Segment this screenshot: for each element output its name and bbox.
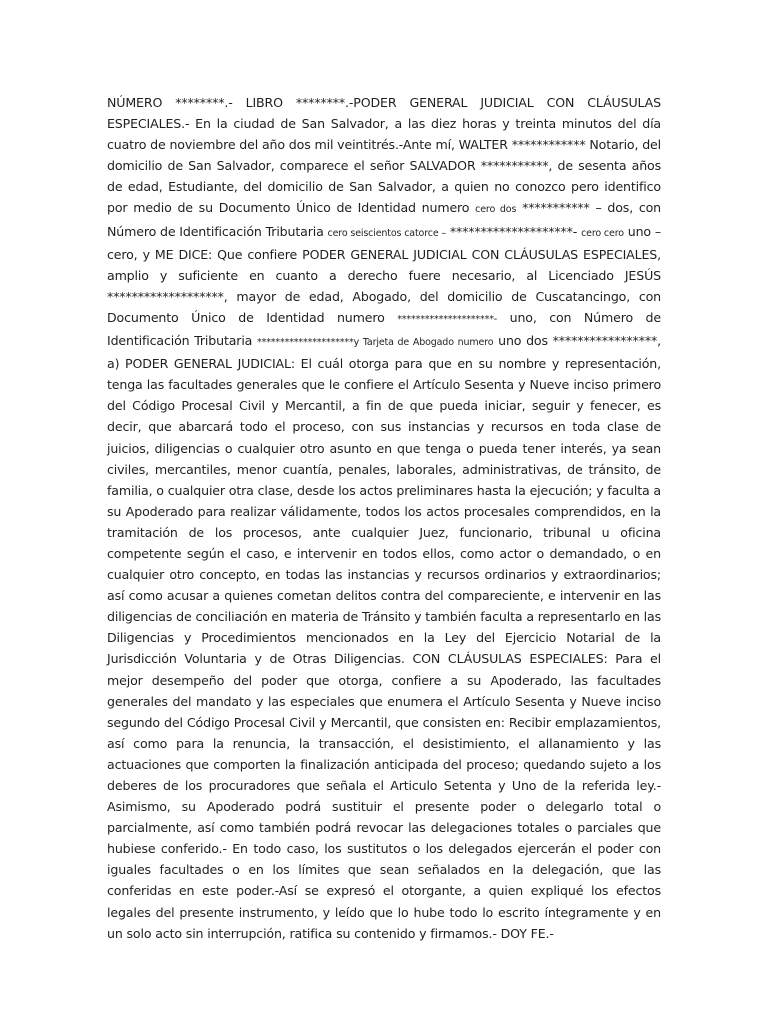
text-segment: ********************- <box>446 223 582 239</box>
text-segment: uno – cero, y ME DICE: Que confiere PODER GENERAL JUDICIAL CON CLÁUSULAS ESPECIALES, amplio y suficiente en cuanto a derecho fuere necesario, al Licenciado JESÚS *******************, mayor de edad, Abogado, del domicilio de Cuscatancingo, con Documento Único de Identidad numero <box>107 223 661 325</box>
text-segment: NÚMERO ********.- LIBRO ********.-PODER GENERAL JUDICIAL CON CLÁUSULAS ESPECIALES.- En la ciudad de San Salvador, a las diez horas y treinta minutos del día cuatro de noviembre del año dos mil veintitrés.-Ante mí, WALTER ************ Notario, del domicilio de San Salvador, comparece el señor SALVADOR ***********, de sesenta años de edad, Estudiante, del domicilio de San Salvador, a quien no conozco pero identifico por medio de su Documento Único de Identidad numero <box>107 95 661 216</box>
text-segment-small: cero cero <box>581 227 624 239</box>
text-segment: uno, con Número de Identificación Tributaria <box>107 309 661 349</box>
text-segment: *********** – dos, con Número de Identificación Tributaria <box>107 200 661 239</box>
text-segment: uno dos *****************, a) PODER GENERAL JUDICIAL: El cuál otorga para que en su nombre y representación, tenga las facultades generales que le confiere el Artículo Sesenta y Nueve inciso primero del Código Procesal Civil y Mercantil, a fin de que pueda iniciar, seguir y fenecer, es decir, que abarcará todo el proceso, con sus instancias y recursos en toda clase de juicios, diligencias o cualquier otro asunto en que tenga o pueda tener interés, ya sean civiles, mercantiles, menor cuantía, penales, laborales, administrativas, de tránsito, de familia, o cualquier otra clase, desde los actos preliminares hasta la ejecución; y faculta a su Apoderado para realizar válidamente, todos los actos procesales comprendidos, en la tramitación de los procesos, ante cualquier Juez, funcionario, tribunal u oficina competente según el caso, e intervenir en todos ellos, como actor o demandado, o en cualquier otro concepto, en todas las instancias y recursos ordinarios y extraordinarios; así como acusar a quienes cometan delitos contra del compareciente, e intervenir en las diligencias de conciliación en materia de Tránsito y también faculta a representarlo en las Diligencias y Procedimientos mencionados en la Ley del Ejercicio Notarial de la Jurisdicción Voluntaria y de Otras Diligencias. CON CLÁUSULAS ESPECIALES: Para el mejor desempeño del poder que otorga, confiere a su Apoderado, las facultades generales del mandato y las especiales que enumera el Artículo Sesenta y Nueve inciso segundo del Código Procesal Civil y Mercantil, que consisten en: Recibir emplazamientos, así como para la renuncia, la transacción, el desistimiento, el allanamiento y las actuaciones que comporten la finalización anticipada del proceso; quedando sujeto a los deberes de los procuradores que señala el Articulo Setenta y Uno de la referida ley.- Asimismo, su Apoderado podrá sustituir el presente poder o delegarlo total o parcialmente, así como también podrá revocar las delegaciones totales o parciales que hubiese conferido.- En todo caso, los sustitutos o los delegados ejercerán el poder con iguales facultades o en los límites que sean señalados en la delegación, que las conferidas en este poder.-Así se expresó el otorgante, a quien expliqué los efectos legales del presente instrumento, y leído que lo hube todo lo escrito íntegramente y en un solo acto sin interrupción, ratifica su contenido y firmamos.- DOY FE.- <box>107 333 661 941</box>
text-segment-small: *********************- <box>397 313 498 325</box>
text-segment-small: *********************y Tarjeta de Abogado numero <box>257 337 494 349</box>
text-segment-small: cero seiscientos catorce – <box>327 227 446 239</box>
text-segment-small: cero dos <box>475 204 517 216</box>
document-body <box>107 92 661 944</box>
